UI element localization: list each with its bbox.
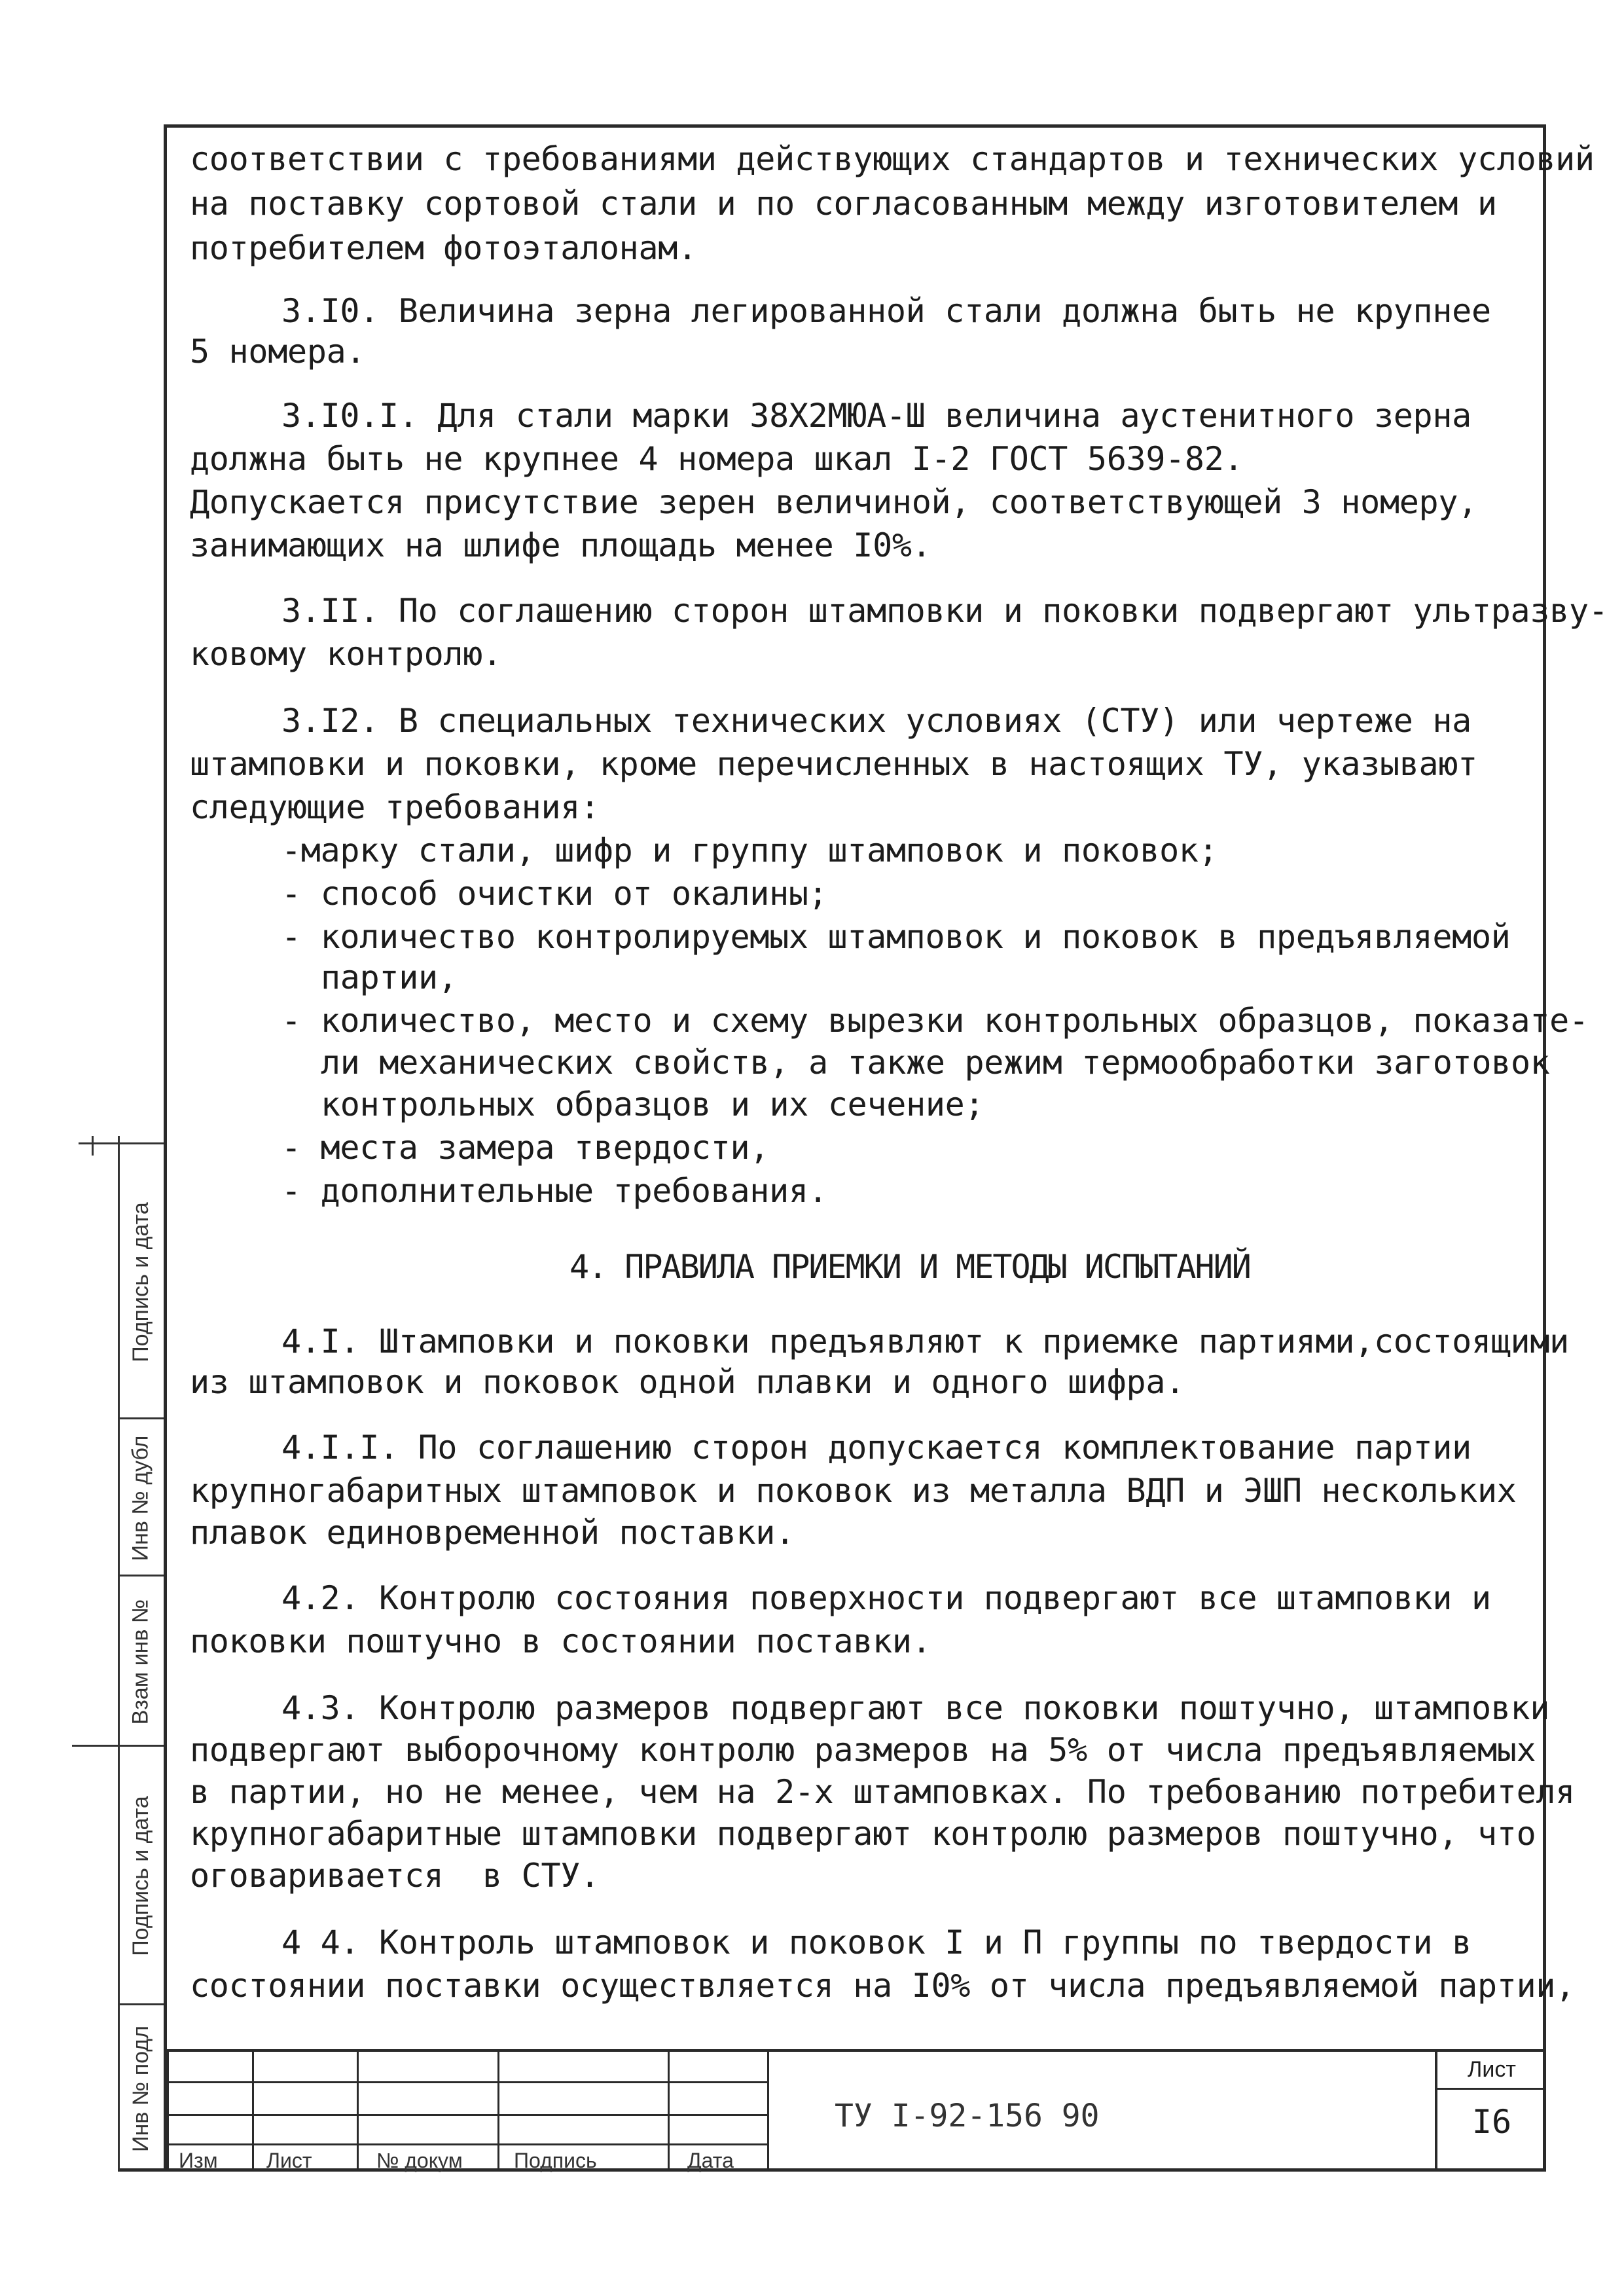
stamp-podpis-data-bottom: Подпись и дата — [128, 1796, 153, 1956]
clause-4-1-1: 4.I.I. По соглашению сторон допускается комплектование партии — [281, 1429, 1471, 1467]
stamp-podpis-data-top: Подпись и дата — [128, 1201, 153, 1362]
stamp-inv-podl: Инв № подл — [128, 2026, 153, 2152]
stamp-cell — [118, 2003, 164, 2170]
title-block-revision-grid — [167, 2052, 769, 2170]
list-item: - количество, место и схему вырезки контрольных образцов, показате- — [281, 1002, 1589, 1040]
title-col-izm: Изм — [179, 2149, 218, 2172]
text-line: подвергают выборочному контролю размеров на 5% от числа предъявляемых — [190, 1731, 1536, 1769]
text-line: оговаривается в СТУ. — [190, 1857, 600, 1895]
text-line: поковки поштучно в состоянии поставки. — [190, 1622, 931, 1660]
text-line: занимающих на шлифе площадь менее I0%. — [190, 526, 931, 564]
text-line: должна быть не крупнее 4 номера шкал I-2 ГОСТ 5639-82. — [190, 440, 1244, 478]
document-code: ТУ I-92-156 90 — [835, 2098, 1100, 2134]
clause-3-11: 3.II. По соглашению сторон штамповки и поковки подвергают ультразву- — [281, 592, 1608, 630]
clause-4-3: 4.3. Контролю размеров подвергают все поковки поштучно, штамповки — [281, 1689, 1550, 1727]
text-line: плавок единовременной поставки. — [190, 1514, 795, 1552]
frame-top-border — [164, 124, 1546, 128]
title-col-data: Дата — [687, 2149, 734, 2172]
text-line: 5 номера. — [190, 333, 366, 371]
clause-3-12: 3.I2. В специальных технических условиях (СТУ) или чертеже на — [281, 702, 1471, 740]
title-block — [167, 2049, 1546, 2170]
stamp-inv-dubl: Инв № дубл — [128, 1435, 153, 1561]
text-line: ковому контролю. — [190, 635, 502, 673]
title-col-podpis: Подпись — [514, 2149, 597, 2172]
sheet-number-box — [1435, 2052, 1546, 2170]
frame-right-border — [1543, 124, 1546, 2170]
stamp-cell — [118, 1575, 164, 1745]
list-item-continuation: партии, — [321, 958, 458, 996]
text-line: штамповки и поковки, кроме перечисленных в настоящих ТУ, указывают — [190, 745, 1477, 783]
stamp-tick — [72, 1745, 118, 1747]
text-line: потребителем фотоэталонам. — [190, 229, 697, 267]
stamp-cell — [118, 1417, 164, 1575]
clause-4-2: 4.2. Контролю состояния поверхности подвергают все штамповки и — [281, 1579, 1491, 1617]
stamp-vzam-inv: Взам инв № — [128, 1599, 153, 1724]
section-heading: 4. ПРАВИЛА ПРИЕМКИ И МЕТОДЫ ИСПЫТАНИЙ — [569, 1248, 1250, 1286]
clause-3-10-1: 3.I0.I. Для стали марки 38Х2МЮА-Ш величина аустенитного зерна — [281, 397, 1471, 435]
sheet-label: Лист — [1468, 2057, 1516, 2082]
text-line: соответствии с требованиями действующих стандартов и технических условий — [190, 140, 1595, 178]
list-item-continuation: ли механических свойств, а также режим термообработки заготовок — [321, 1044, 1550, 1082]
text-line: крупногабаритные штамповки подвергают контролю размеров поштучно, что — [190, 1815, 1536, 1853]
list-item: -марку стали, шифр и группу штамповок и поковок; — [281, 831, 1218, 869]
list-item: - количество контролируемых штамповок и поковок в предъявляемой — [281, 918, 1511, 956]
list-item: - дополнительные требования. — [281, 1172, 828, 1210]
text-line: в партии, но не менее, чем на 2-х штамповках. По требованию потребителя — [190, 1773, 1575, 1811]
clause-3-10: 3.I0. Величина зерна легированной стали должна быть не крупнее — [281, 292, 1491, 330]
text-line: Допускается присутствие зерен величиной, соответствующей 3 номеру, — [190, 483, 1477, 521]
text-line: крупногабаритных штамповок и поковок из металла ВДП и ЭШП нескольких — [190, 1472, 1517, 1510]
stamp-cell — [118, 1745, 164, 2003]
list-item: - места замера твердости, — [281, 1129, 770, 1167]
stamp-tick — [92, 1136, 94, 1156]
list-item-continuation: контрольных образцов и их сечение; — [321, 1085, 984, 1123]
text-line: состоянии поставки осуществляется на I0% от числа предъявляемой партии, — [190, 1967, 1575, 2005]
clause-4-4: 4 4. Контроль штамповок и поковок I и П группы по твердости в — [281, 1923, 1471, 1961]
text-line: следующие требования: — [190, 788, 600, 826]
clause-4-1: 4.I. Штамповки и поковки предъявляют к приемке партиями,состоящими — [281, 1322, 1569, 1360]
list-item: - способ очистки от окалины; — [281, 875, 828, 913]
text-line: из штамповок и поковок одной плавки и одного шифра. — [190, 1363, 1185, 1401]
title-col-dokum: № докум — [376, 2149, 463, 2172]
stamp-cell — [118, 1142, 164, 1417]
text-line: на поставку сортовой стали и по согласованным между изготовителем и — [190, 185, 1497, 223]
title-col-list: Лист — [266, 2149, 312, 2172]
sheet-number: I6 — [1471, 2103, 1512, 2141]
frame-left-border — [164, 124, 167, 2170]
